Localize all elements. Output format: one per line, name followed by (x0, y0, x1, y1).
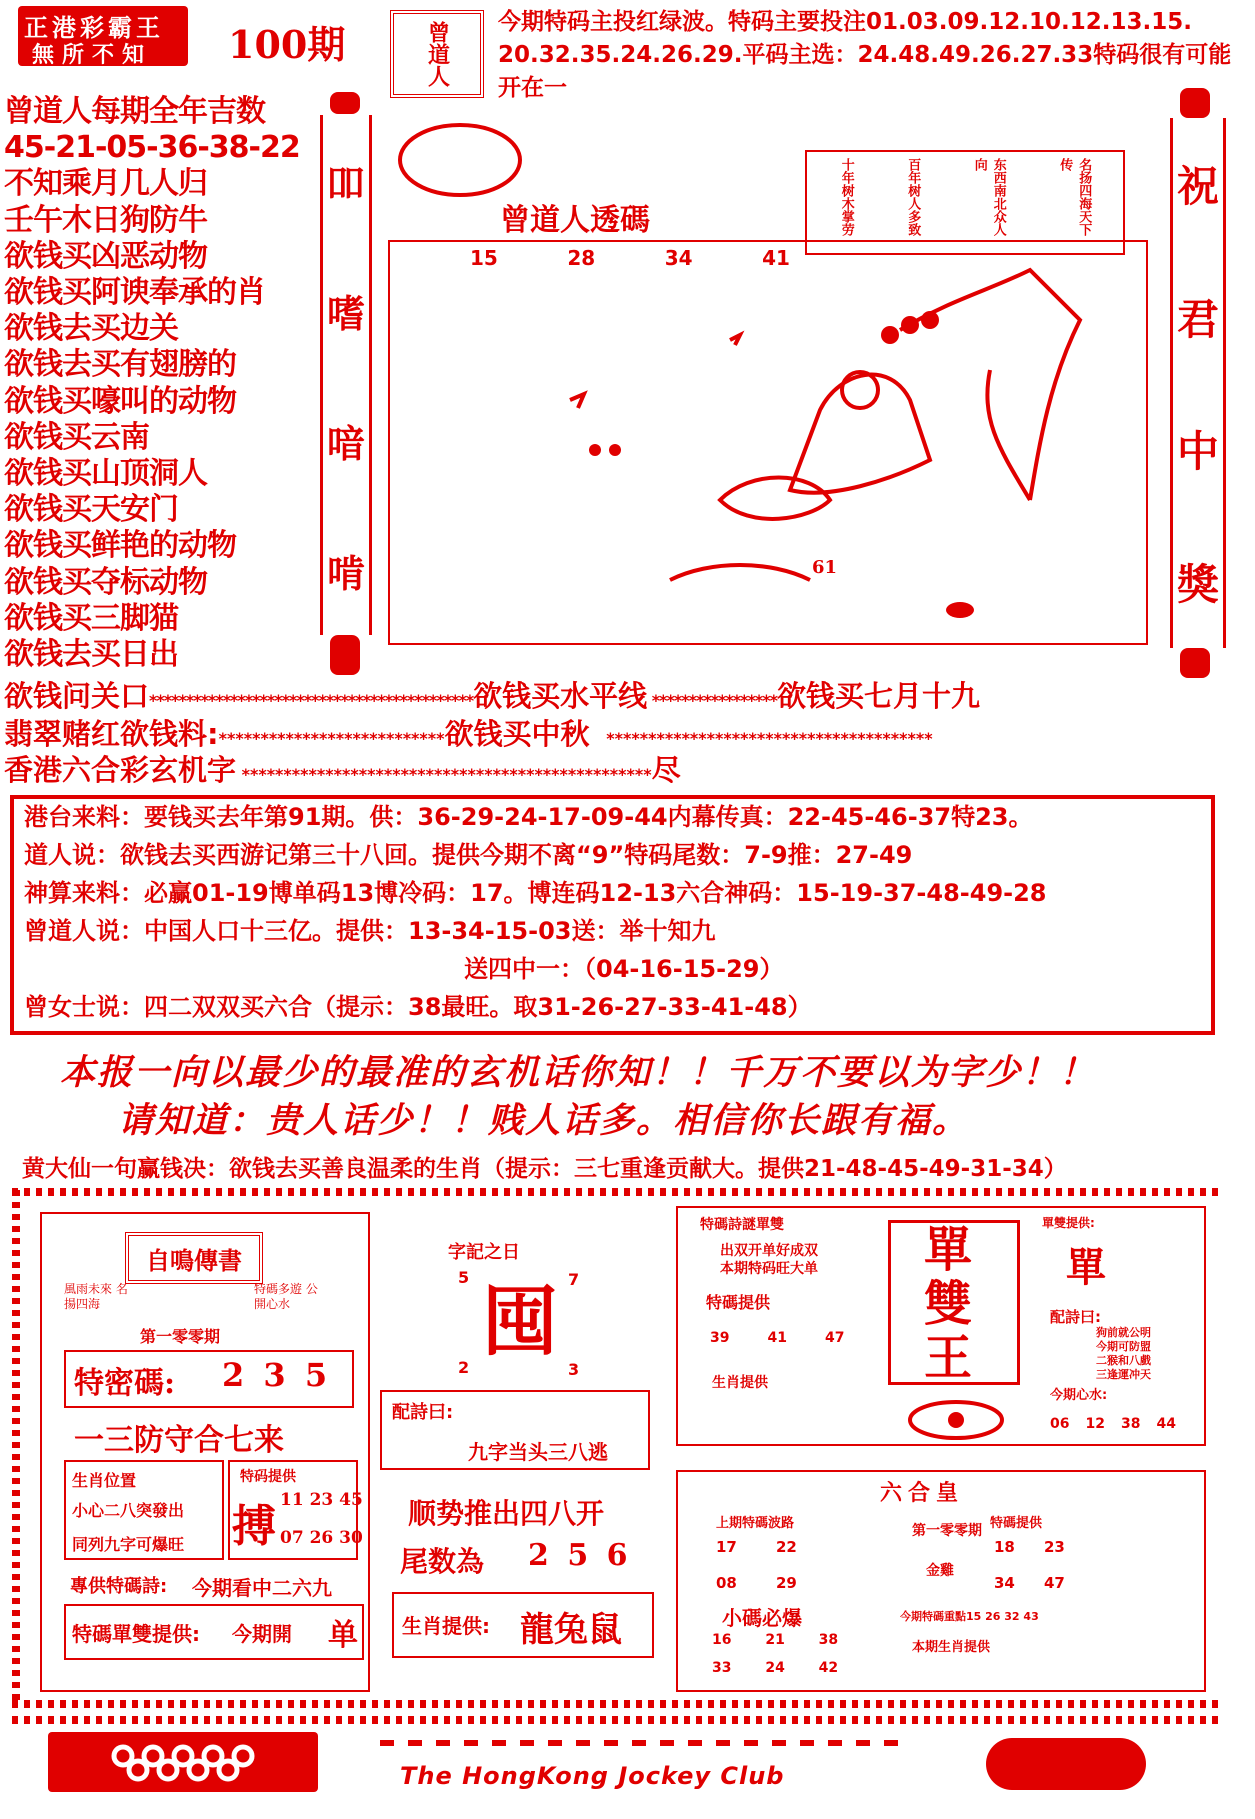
list-item: 欲钱买鲜艳的动物 (4, 528, 236, 564)
poem-column: 名扬四海天下传 (1057, 158, 1092, 236)
single-text: 今期開 (232, 1622, 292, 1646)
rc-poem-line: 二猴和八戲 (1096, 1354, 1151, 1367)
top-forecast-line1: 今期特码主投红绿波。特码主要投注01.03.09.12.10.12.13.15. (498, 9, 1192, 35)
list-item: 欲钱买云南 (4, 419, 149, 455)
left-banner-char: 喑 (326, 421, 365, 466)
ra-num: 41 (767, 1330, 787, 1346)
scroll-right-banner (1170, 118, 1226, 648)
left-riddle-list (4, 94, 300, 673)
ra-line1: 出双开单好成双 (720, 1243, 818, 1259)
mid-title: 字記之日 (448, 1242, 520, 1263)
special-code-label: 特密碼: (74, 1366, 176, 1401)
rh-num: 34 (994, 1574, 1015, 1592)
rh-small-num: 42 (818, 1660, 839, 1676)
ra-tema: 特碼提供 (706, 1293, 771, 1312)
mid-n2: 2 (458, 1358, 470, 1377)
bo-nums-1: 11 23 45 (280, 1490, 363, 1510)
frame-bottom-edge (12, 1700, 1222, 1708)
riddle-line-1: 欲钱问关口********************************************欲钱买水平线 *****************欲钱买七月十九 (4, 679, 981, 713)
info-line: 道人说：欲钱去买西游记第三十八回。提供今期不离“9”特码尾数：7-9推：27-49 (24, 841, 913, 869)
mid-push: 顺势推出四八开 (408, 1497, 605, 1530)
rc-num: 38 (1120, 1416, 1141, 1432)
panel-left-title-text: 自鳴傳書 (146, 1245, 242, 1275)
footer-left-emblem (48, 1732, 318, 1792)
list-item: 欲钱买夺标动物 (4, 564, 207, 600)
info-line: 曾女士说：四二双双买六合（提示：38最旺。取31-26-27-33-41-48） (24, 993, 812, 1021)
footer-zigzag (12, 1716, 1222, 1724)
list-item: 欲钱买山顶洞人 (4, 456, 207, 492)
riddle-2a: 翡翠赌红欲钱料: (4, 717, 219, 751)
poem-column: 东西南北众人向 (971, 158, 1006, 236)
rh-right-nums (994, 1538, 1094, 1592)
list-item: 壬午木日狗防牛 (4, 202, 207, 238)
mid-n7: 7 (568, 1270, 580, 1289)
masthead-logo-line2: 無所不知 (32, 43, 153, 68)
poem-column: 百年树人多致 (905, 158, 921, 236)
footer-club-name: The HongKong Jockey Club (400, 1762, 785, 1790)
phrase: 一三防守合七来 (74, 1423, 284, 1458)
scroll-left-banner (320, 115, 372, 635)
list-item: 欲钱买阿谀奉承的肖 (4, 275, 265, 311)
right-banner-char: 君 (1176, 294, 1219, 344)
right-banner-char: 獎 (1176, 559, 1219, 609)
list-item: 45-21-05-36-38-22 (4, 130, 300, 166)
riddle-1b: 欲钱买水平线 (473, 679, 648, 713)
rc-poem-line: 三逢運冲天 (1096, 1368, 1151, 1381)
rh-gold: 金雞 (926, 1563, 954, 1579)
frame-left-edge (12, 1190, 20, 1700)
ra-line2: 本期特码旺大单 (720, 1261, 818, 1277)
mid-zodiac-label: 生肖提供: (402, 1614, 490, 1638)
zodiac-line-1: 小心二八突發出 (72, 1501, 185, 1520)
scroll-illustration (390, 120, 1150, 640)
rh-num: 23 (1044, 1538, 1065, 1556)
mid-tail-label: 尾数為 (400, 1545, 485, 1578)
riddle-3b: 尽 (651, 753, 681, 787)
list-item: 欲钱买嚎叫的动物 (4, 383, 236, 419)
zodiac-title: 生肖位置 (72, 1471, 137, 1490)
rc-num: 12 (1085, 1416, 1105, 1432)
rc-nums (1050, 1416, 1176, 1432)
list-item: 不知乘月几人归 (4, 166, 207, 202)
info-lines (24, 798, 1047, 1026)
list-item: 欲钱买凶恶动物 (4, 238, 207, 274)
rc-poem (1096, 1326, 1151, 1382)
panel-left-sub-left: 風雨未來 名揚四海 (64, 1282, 128, 1311)
riddle-1c: 欲钱买七月十九 (777, 679, 981, 713)
ra-num: 39 (710, 1330, 730, 1346)
mid-poem-text: 九字当头三八逃 (468, 1440, 608, 1464)
poem-label: 專供特碼詩: (70, 1576, 168, 1597)
daoren-stamp (390, 10, 484, 98)
rh-small-num: 38 (818, 1632, 839, 1648)
rh-num: 08 (716, 1574, 737, 1592)
huang-line: 黄大仙一句赢钱决：欲钱去买善良温柔的生肖（提示：三七重逢贡献大。提供21-48-45-49-31-34） (22, 1156, 1067, 1182)
slogan-line-2: 请知道：贵人话少！！贱人话多。相信你长跟有福。 (118, 1100, 970, 1141)
mid-tail-value: 2 5 6 (528, 1538, 632, 1573)
issue-number: 100期 (228, 22, 346, 67)
special-code-value: 2 3 5 (222, 1356, 332, 1394)
rh-last: 上期特碼波路 (716, 1516, 795, 1531)
rh-num: 47 (1044, 1574, 1065, 1592)
info-line: 送四中一：（04-16-15-29） (464, 955, 784, 983)
info-line: 曾道人说：中国人口十三亿。提供：13-34-15-03送：举十知九 (24, 917, 716, 945)
rc-num: 44 (1156, 1416, 1176, 1432)
top-forecast (498, 6, 1231, 105)
frame-top-edge (12, 1188, 1222, 1196)
poem-column: 十年树木掌劳 (838, 158, 854, 236)
big-char: 單 (924, 1222, 973, 1278)
mid-glyph: 囤 (482, 1277, 558, 1366)
scroll-rod-left-bottom (330, 635, 360, 675)
rh-small-num: 24 (765, 1660, 785, 1676)
period-label: 第一零零期 (140, 1327, 221, 1346)
scroll-number: 15 (470, 246, 498, 270)
rc-num: 06 (1050, 1416, 1070, 1432)
rh-period: 第一零零期 (912, 1523, 982, 1539)
rc-poem-line: 狗前就公明 (1096, 1326, 1151, 1339)
list-item: 欲钱去买日出 (4, 637, 178, 673)
rh-num: 18 (994, 1538, 1015, 1556)
rh-note: 今期特碼重點15 26 32 43 (900, 1610, 1039, 1623)
mid-n5: 5 (458, 1268, 470, 1287)
rh-small-num: 33 (712, 1660, 732, 1676)
rh-small-num: 21 (765, 1632, 785, 1648)
list-item: 欲钱去买边关 (4, 311, 178, 347)
footer-dots (380, 1740, 900, 1746)
list-item: 欲钱买三脚猫 (4, 600, 178, 636)
rh-small-nums (712, 1632, 872, 1676)
zodiac-line-2: 同列九字可爆旺 (72, 1535, 185, 1554)
ra-zodiac: 生肖提供 (712, 1375, 768, 1391)
mid-n3: 3 (568, 1360, 580, 1379)
scroll-title: 曾道人透碼 (500, 203, 650, 238)
panel-left-title (125, 1232, 263, 1284)
riddle-line-3: 香港六合彩玄机字 *************************************************尽 (4, 753, 681, 787)
rc-poem-label: 配詩曰: (1050, 1308, 1101, 1326)
rh-left-nums (716, 1538, 836, 1592)
rc-big: 單 (1066, 1244, 1106, 1291)
flower-emblem-icon (906, 1398, 1006, 1442)
right-banner-char: 祝 (1176, 162, 1219, 212)
masthead-logo-line1: 正港彩霸王 (24, 14, 164, 42)
daoren-stamp-text: 曾道人 (424, 21, 450, 87)
scroll-rod-left-top (330, 92, 360, 114)
bo-big: 搏 (232, 1501, 276, 1552)
list-item: 欲钱去买有翅膀的 (4, 347, 236, 383)
ra-num: 47 (824, 1330, 845, 1346)
scroll-rod-right-top (1180, 88, 1210, 118)
slogan-line-1: 本报一向以最少的最准的玄机话你知！！千万不要以为字少！！ (60, 1052, 1097, 1093)
top-forecast-line2: 20.32.35.24.26.29.平码主选：24.48.49.26.27.33特码很有可能 (498, 42, 1232, 68)
single-label: 特碼單雙提供: (72, 1622, 200, 1646)
list-item: 欲钱买天安门 (4, 492, 178, 528)
scroll-number: 34 (664, 246, 693, 270)
mid-zodiac-value: 龍兔鼠 (520, 1610, 622, 1650)
panel-left-sub-right: 特碼多遊 公開心水 (254, 1282, 318, 1311)
list-item: 曾道人每期全年吉数 (4, 94, 265, 129)
footer-right-emblem (986, 1738, 1146, 1790)
poem-text: 今期看中二六九 (192, 1576, 332, 1600)
info-line: 神算来料：必赢01-19博单码13博冷码：17。博连码12-13六合神码：15-19-37-48-49-28 (24, 879, 1047, 907)
riddle-line-2: 翡翠赌红欲钱料:***************************欲钱买中秋 *************************************** (4, 717, 933, 751)
rh-title: 六合皇 (880, 1480, 965, 1506)
rh-zodiac: 本期生肖提供 (912, 1640, 991, 1655)
mid-poem-label: 配詩曰: (392, 1402, 454, 1423)
rh-small-num: 16 (712, 1632, 732, 1648)
rh-num: 29 (776, 1574, 797, 1592)
masthead-logo (18, 6, 188, 66)
bo-nums-2: 07 26 30 (280, 1528, 363, 1548)
jockey-club-logo-icon (93, 1742, 273, 1782)
picture-number: 61 (812, 557, 838, 578)
riddle-2b: 欲钱买中秋 (444, 717, 590, 751)
riddle-3a: 香港六合彩玄机字 (4, 753, 237, 787)
rc-poem-line: 今期可防盟 (1096, 1340, 1151, 1353)
single-value: 单 (328, 1618, 358, 1653)
info-line: 港台来料：要钱买去年第91期。供：36-29-24-17-09-44内幕传真：22-45-46-37特23。 (24, 803, 1033, 831)
rh-num: 17 (716, 1538, 737, 1556)
rc-heart: 今期心水: (1050, 1388, 1108, 1403)
ra-title: 特碼詩謎單雙 (700, 1217, 784, 1233)
bo-title: 特码提供 (240, 1469, 296, 1485)
left-banner-char: 吅 (326, 161, 365, 206)
ra-nums (710, 1330, 844, 1346)
big-char: 雙 (924, 1276, 973, 1332)
rh-small: 小碼必爆 (722, 1606, 802, 1630)
rh-num: 22 (776, 1538, 797, 1556)
riddle-1a: 欲钱问关口 (4, 679, 150, 713)
rh-tema: 特碼提供 (990, 1516, 1043, 1531)
big-char: 王 (924, 1330, 973, 1386)
left-banner-char: 啃 (326, 551, 365, 596)
scroll-number: 28 (567, 246, 596, 270)
scroll-rod-right-bottom (1180, 648, 1210, 678)
scroll-number: 41 (762, 246, 790, 270)
left-banner-char: 嗜 (326, 291, 365, 336)
rc-title: 單雙提供: (1042, 1216, 1095, 1230)
right-banner-char: 中 (1176, 427, 1219, 477)
top-forecast-line3: 开在一 (498, 75, 567, 101)
